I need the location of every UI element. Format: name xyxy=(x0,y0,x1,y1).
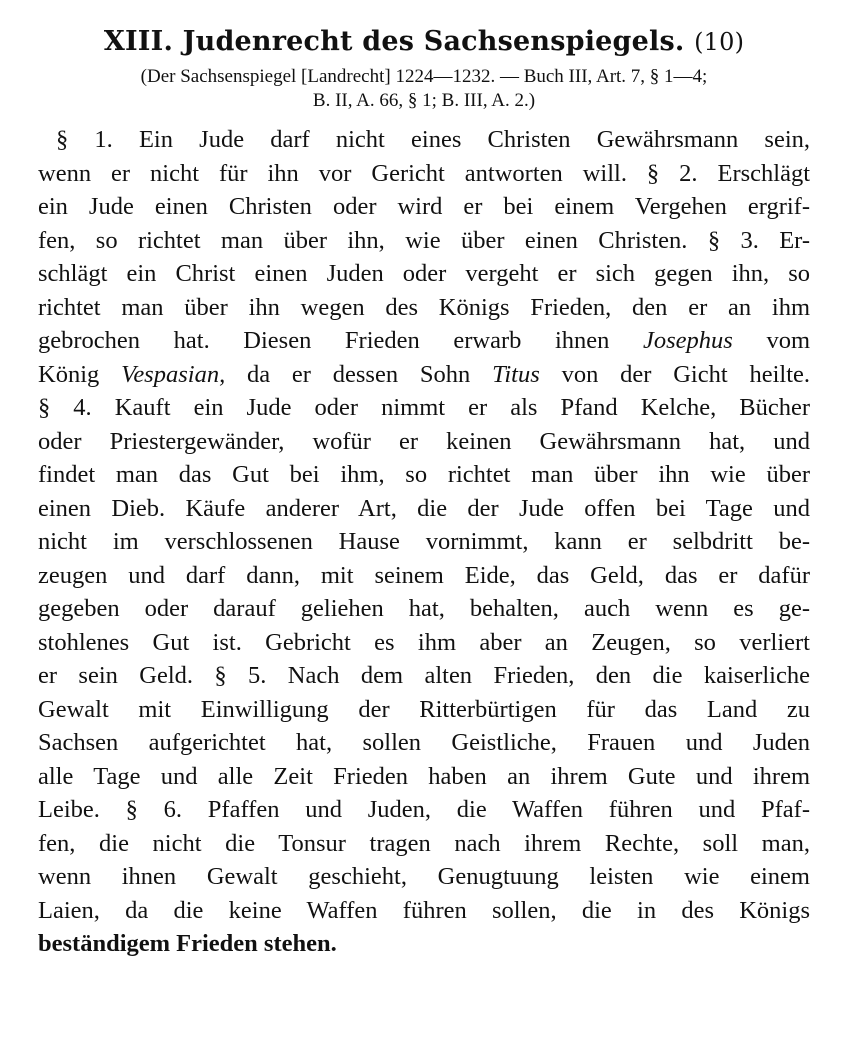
text-line: schlägt ein Christ einen Juden oder vergeht er sich gegen ihn, so xyxy=(38,260,810,287)
body-paragraph xyxy=(38,123,810,961)
text-line: stohlenes Gut ist. Gebricht es ihm aber an Zeugen, so verliert xyxy=(38,628,810,656)
page-title xyxy=(38,26,810,57)
text-line: fen, so richtet man über ihn, wie über einen Christen. § 3. Er- xyxy=(38,226,810,254)
source-citation-line-2: B. II, A. 66, § 1; B. III, A. 2.) xyxy=(312,90,536,111)
text-line: Gewalt mit Einwilligung der Ritterbürtigen für das Land zu xyxy=(38,695,810,723)
title-number: (10) xyxy=(694,28,745,56)
text-line: § 4. Kauft ein Jude oder nimmt er als Pfand Kelche, Bücher xyxy=(38,394,810,421)
text-line: gebrochen hat. Diesen Frieden erwarb ihnen Josephus vom xyxy=(38,327,811,354)
text-line: Leibe. § 6. Pfaffen und Juden, die Waffen führen und Pfaf- xyxy=(38,796,810,823)
text-line: alle Tage und alle Zeit Frieden haben an ihrem Gute und ihrem xyxy=(38,762,810,790)
name-titus: Titus xyxy=(492,360,540,388)
text-line: richtet man über ihn wegen des Königs Frieden, den er an ihm xyxy=(38,293,810,321)
text-line: gegeben oder darauf geliehen hat, behalten, auch wenn es ge- xyxy=(38,595,810,622)
text-line: oder Priestergewänder, wofür er keinen Gewährsmann hat, und xyxy=(38,427,810,455)
text-line: Sachsen aufgerichtet hat, sollen Geistliche, Frauen und Juden xyxy=(38,729,810,756)
text-line: nicht im verschlossenen Hause vornimmt, kann er selbdritt be- xyxy=(38,528,810,555)
text-line: einen Dieb. Käufe anderer Art, die der Jude offen bei Tage und xyxy=(38,494,810,522)
source-citation xyxy=(38,65,810,113)
name-josephus: Josephus xyxy=(643,327,733,354)
text-line: wenn er nicht für ihn vor Gericht antworten will. § 2. Erschlägt xyxy=(38,159,810,187)
name-vespasian: Vespasian, xyxy=(121,360,226,388)
text-line: wenn ihnen Gewalt geschieht, Genugtuung leisten wie einem xyxy=(38,863,810,890)
title-text: XIII. Judenrecht des Sachsenspiegels. xyxy=(103,26,685,57)
text-line: ein Jude einen Christen oder wird er bei einem Vergehen ergrif- xyxy=(38,193,810,220)
text-line: fen, die nicht die Tonsur tragen nach ihrem Rechte, soll man, xyxy=(38,829,810,857)
text-line: findet man das Gut bei ihm, so richtet man über ihn wie über xyxy=(38,461,810,488)
text-line: beständigem Frieden stehen. xyxy=(38,930,337,957)
source-citation-line-1: (Der Sachsenspiegel [Landrecht] 1224—1232. — Buch III, Art. 7, § 1—4; xyxy=(140,66,708,87)
text-line: König Vespasian, da er dessen Sohn Titus von der Gicht heilte. xyxy=(38,360,810,388)
text-line: § 1. Ein Jude darf nicht eines Christen Gewährsmann sein, xyxy=(56,126,810,153)
text-line: zeugen und darf dann, mit seinem Eide, das Geld, das er dafür xyxy=(38,561,810,589)
text-line: Laien, da die keine Waffen führen sollen, die in des Königs xyxy=(38,896,810,924)
text-line: er sein Geld. § 5. Nach dem alten Frieden, den die kaiserliche xyxy=(38,662,810,689)
